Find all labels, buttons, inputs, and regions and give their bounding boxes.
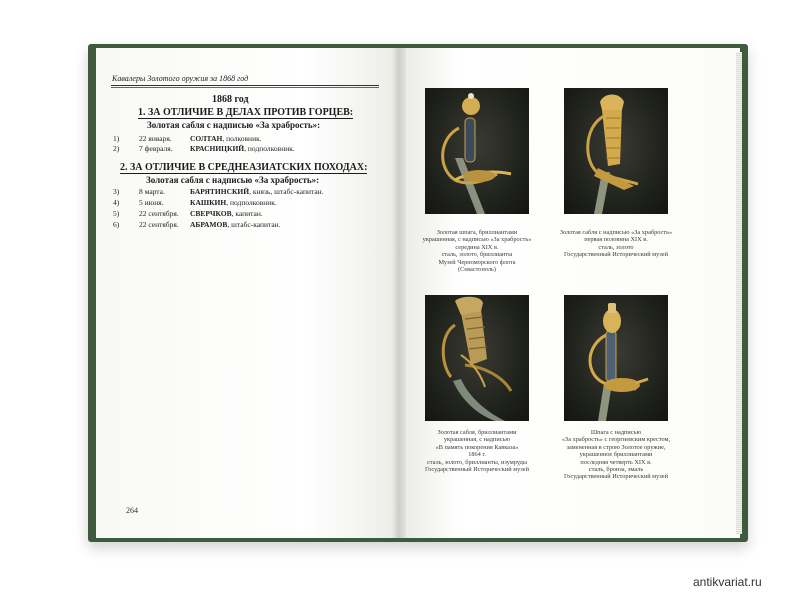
header-rule-thin: [111, 87, 379, 88]
caption-3: Золотая сабля, бриллиантами украшенная, с надписью «В память покорения Кавказа» 1864 г. сталь, золото, бриллианты, изумруды Государственный Исторический музей: [425, 429, 529, 474]
page-edges: [736, 52, 742, 534]
awardee-name: БАРЯТИНСКИЙ, князь, штабс-капитан.: [190, 187, 324, 196]
caption-1: Золотая шпага, бриллиантами украшенная, с надписью «За храбрость» середина XIX в. сталь, золото, бриллианты Музей Черноморского флота (Севастополь): [422, 229, 532, 274]
section2-subtitle: Золотая сабля с надписью «За храбрость»:: [146, 175, 320, 185]
year-heading: 1868 год: [212, 94, 249, 105]
watermark: antikvariat.ru: [693, 575, 762, 589]
header-rule: [111, 85, 379, 86]
book-gutter: [392, 48, 406, 538]
awardee-name: АБРАМОВ, штабс-капитан.: [190, 220, 281, 229]
awardee-name: КРАСНИЦКИЙ, подполковник.: [190, 144, 295, 153]
section1-subtitle: Золотая сабля с надписью «За храбрость»:: [147, 120, 321, 130]
sword-photo-2: [564, 88, 668, 214]
caption-2: Золотая сабля с надписью «За храбрость» первая половина XIX в. сталь, золото Государственный Исторический музей: [559, 229, 673, 259]
sword-photo-3: [425, 295, 529, 421]
sword-photo-1: [425, 88, 529, 214]
section2-title: 2. ЗА ОТЛИЧИЕ В СРЕДНЕАЗИАТСКИХ ПОХОДАХ:: [120, 162, 368, 173]
running-head: Кавалеры Золотого оружия за 1868 год: [112, 74, 249, 83]
awardee-name: СОЛТАН, полковник.: [190, 134, 262, 143]
section1-title: 1. ЗА ОТЛИЧИЕ В ДЕЛАХ ПРОТИВ ГОРЦЕВ:: [138, 107, 354, 118]
photo-scene: Кавалеры Золотого оружия за 1868 год 1868 год 1. ЗА ОТЛИЧИЕ В ДЕЛАХ ПРОТИВ ГОРЦЕВ: Золотая сабля с надписью «За храбрость»: 1) 22 января. СОЛТАН, полковник. 2) 7 февраля. КРАСНИЦКИЙ, подполковник. 2. ЗА ОТЛИЧИЕ В СРЕДНЕАЗИАТСКИХ ПОХОДАХ: Золотая сабля с надписью «За храбрость»: 3) 8 марта. БАРЯТИНСКИЙ, князь, штабс-капитан. 4) 5 июня. КАШКИН, подполковник. 5) 22 сентября. СВЕРЧКОВ, капитан. 6) 22 сентября. АБРАМОВ, штабс-капитан. 264 Золотая шпага, бриллиантами украшенная, с надписью «За храбрость» середина XIX в. сталь, золото, бриллианты Музей Черноморского флота (Севастополь) Золотая сабля с надписью «За храбрость» первая половина XIX в. сталь, золото Государственный Исторический музей Золотая сабля, бриллиантами украшенная, с надписью «В память покорения Кавказа» 1864 г. сталь, золото, бриллианты, изумруды Государственный Исторический музей Шпага с надписью «За храбрость» с георгиевским крестом, замененная в строю Золотое оружие, украшенное бриллиантами последняя четверть XIX в. сталь, бронза, эмаль Государственный Исторический музей antikvariat.ru: [0, 0, 800, 600]
awardee-name: КАШКИН, подполковник.: [190, 198, 277, 207]
caption-4: Шпага с надписью «За храбрость» с георгиевским крестом, замененная в строю Золотое оружие, украшенное бриллиантами последняя четверть XIX в. сталь, бронза, эмаль Государственный Исторический музей: [561, 429, 671, 481]
page-number: 264: [126, 506, 138, 515]
awardee-name: СВЕРЧКОВ, капитан.: [190, 209, 263, 218]
sword-photo-4: [564, 295, 668, 421]
